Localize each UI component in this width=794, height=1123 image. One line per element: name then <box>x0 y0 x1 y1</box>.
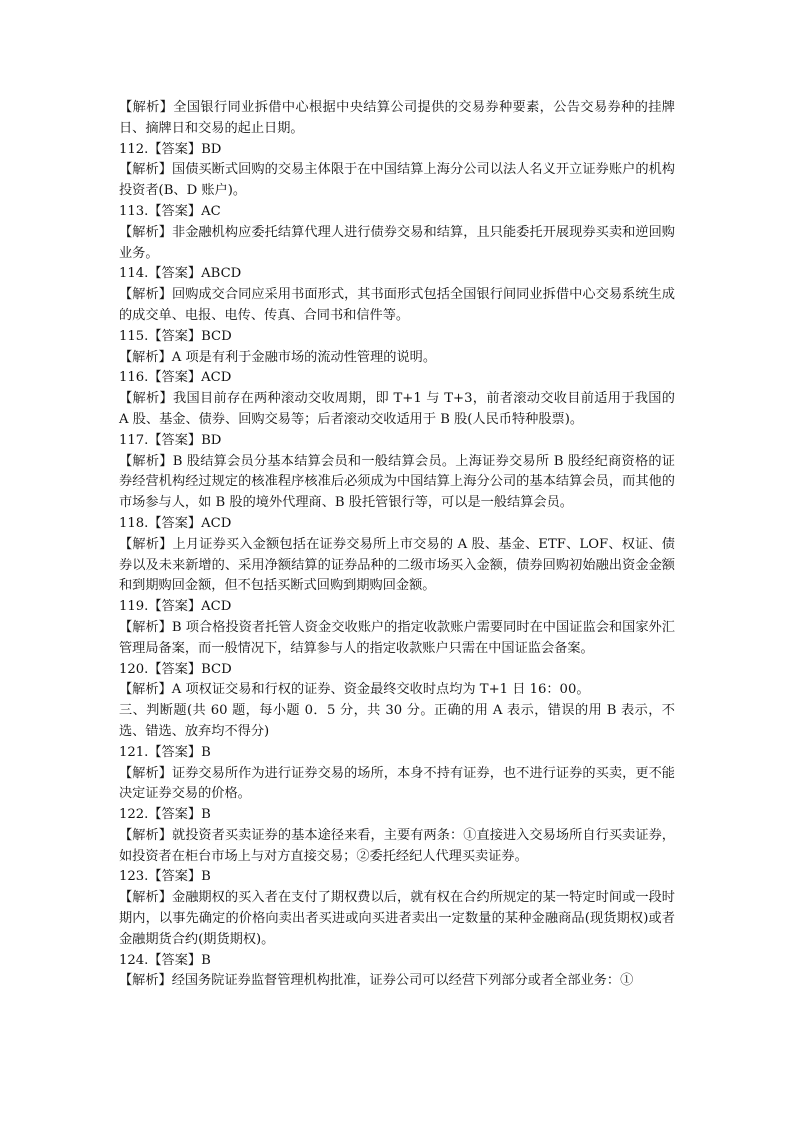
explanation-115: 【解析】A 项是有利于金融市场的流动性管理的说明。 <box>119 349 437 365</box>
explanation-122: 【解析】就投资者买卖证券的基本途径来看，主要有两条：①直接进入交易场所自行买卖证券，如投资者在柜台市场上与对方直接交易；②委托经纪人代理买卖证券。 <box>119 827 675 864</box>
answer-119: 119.【答案】ACD <box>119 599 232 615</box>
explanation-121: 【解析】证券交易所作为进行证券交易的场所，本身不持有证券，也不进行证券的买卖，更不能决定证券交易的价格。 <box>119 765 675 802</box>
answer-121: 121.【答案】B <box>119 744 211 760</box>
answer-113: 113.【答案】AC <box>119 203 221 219</box>
explanation-117: 【解析】B 股结算会员分基本结算会员和一般结算会员。上海证券交易所 B 股经纪商资格的证券经营机构经过规定的核准程序核准后必须成为中国结算上海分公司的基本结算会员，而其他的市场参与人，如 B 股的境外代理商、B 股托管银行等，可以是一般结算会员。 <box>119 453 675 511</box>
explanation-113: 【解析】非金融机构应委托结算代理人进行债券交易和结算，且只能委托开展现券买卖和逆回购业务。 <box>119 224 675 261</box>
explanation-123: 【解析】金融期权的买入者在支付了期权费以后，就有权在合约所规定的某一特定时间或一段时期内，以事先确定的价格向卖出者买进或向买进者卖出一定数量的某种金融商品(现货期权)或者金融期货合约(期货期权)。 <box>119 890 675 947</box>
explanation-112: 【解析】国债买断式回购的交易主体限于在中国结算上海分公司以法人名义开立证券账户的机构投资者(B、D 账户)。 <box>119 162 675 199</box>
answer-112: 112.【答案】BD <box>119 141 222 157</box>
explanation-124: 【解析】经国务院证券监督管理机构批准，证券公司可以经营下列部分或者全部业务：① <box>119 973 634 989</box>
explanation-114: 【解析】回购成交合同应采用书面形式，其书面形式包括全国银行间同业拆借中心交易系统生成的成交单、电报、电传、传真、合同书和信件等。 <box>119 287 675 323</box>
explanation-120: 【解析】A 项权证交易和行权的证券、资金最终交收时点均为 T+1 日 16：00。 <box>119 682 590 698</box>
answer-115: 115.【答案】BCD <box>119 328 232 344</box>
answer-116: 116.【答案】ACD <box>119 370 232 386</box>
answer-117: 117.【答案】BD <box>119 432 222 448</box>
answer-120: 120.【答案】BCD <box>119 661 232 677</box>
document-page <box>119 98 675 992</box>
answer-123: 123.【答案】B <box>119 869 211 885</box>
explanation-118: 【解析】上月证券买入金额包括在证券交易所上市交易的 A 股、基金、ETF、LOF、权证、债券以及未来新增的、采用净额结算的证券品种的二级市场买入金额，债券回购初始融出资金金额和到期购回金额，但不包括买断式回购到期购回金额。 <box>119 536 675 594</box>
answer-114: 114.【答案】ABCD <box>119 266 242 282</box>
answer-118: 118.【答案】ACD <box>119 515 232 531</box>
explanation-119: 【解析】B 项合格投资者托管人资金交收账户的指定收款账户需要同时在中国证监会和国家外汇管理局备案，而一般情况下，结算参与人的指定收款账户只需在中国证监会备案。 <box>119 619 675 656</box>
explanation-111: 【解析】全国银行同业拆借中心根据中央结算公司提供的交易券种要素，公告交易券种的挂牌日、摘牌日和交易的起止日期。 <box>119 100 675 136</box>
answer-122: 122.【答案】B <box>119 807 211 823</box>
explanation-116: 【解析】我国目前存在两种滚动交收周期，即 T+1 与 T+3，前者滚动交收目前适用于我国的 A 股、基金、债券、回购交易等；后者滚动交收适用于 B 股(人民币特种股票)。 <box>119 391 675 427</box>
section-heading-true-false: 三、判断题(共 60 题，每小题 0．5 分，共 30 分。正确的用 A 表示，错误的用 B 表示，不选、错选、放弃均不得分) <box>119 703 675 739</box>
answer-124: 124.【答案】B <box>119 952 211 968</box>
